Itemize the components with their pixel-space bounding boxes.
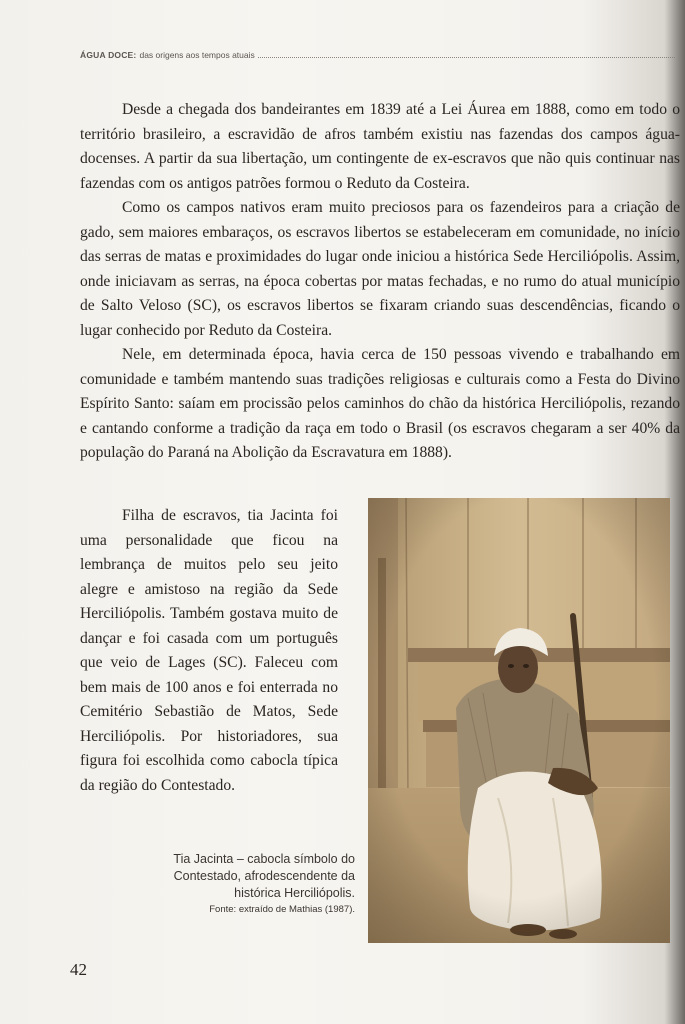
paragraph-4: Filha de escravos, tia Jacinta foi uma personalidade que ficou na lembrança de muitos pelo seu jeito alegre e amistoso na região da Sede Herciliópolis. Também gostava muito de dançar e foi casada com um português que veio de Lages (SC). Faleceu com bem mais de 100 anos e foi enterrada no Cemitério Sebastião de Matos, Sede Herciliópolis. Por historiadores, sua figura foi escolhida como cabocla típica da região do Contestado.: [80, 507, 338, 794]
page-number: 42: [70, 960, 87, 979]
caption-line-1: Tia Jacinta – cabocla símbolo do: [173, 852, 355, 866]
paragraph-3: Nele, em determinada época, havia cerca de 150 pessoas vivendo e trabalhando em comunidade e também mantendo suas tradições religiosas e culturais como a Festa do Divino Espírito Santo: saíam em procissão pelos caminhos do chão da histórica Herciliópolis, rezando e cantando conforme a tradição da raça em todo o Brasil (os escravos chegaram a ser 40% da população do Paraná na Abolição da Escravatura em 1888).: [80, 346, 680, 461]
header-dotted-rule: [258, 51, 675, 58]
caption-line-2: Contestado, afrodescendente da: [173, 869, 355, 883]
main-text: [80, 98, 680, 466]
header-title-bold: ÁGUA DOCE:: [80, 50, 137, 60]
side-text: [80, 504, 338, 798]
caption-source: Fonte: extraído de Mathias (1987).: [209, 904, 355, 915]
paragraph-1: Desde a chegada dos bandeirantes em 1839 até a Lei Áurea em 1888, como em todo o território brasileiro, a escravidão de afros também existiu nas fazendas dos campos água-docenses. A partir da sua libertação, um contingente de ex-escravos que não quis continuar nas fazendas com os antigos patrões formou o Reduto da Costeira.: [80, 101, 680, 192]
paragraph-2: Como os campos nativos eram muito preciosos para os fazendeiros para a criação de gado, sem maiores embaraços, os escravos libertos se estabeleceram em comunidade, no início das serras de matas e proximidades do lugar onde iniciou a histórica Sede Herciliópolis. Assim, onde iniciavam as serras, na época cobertas por matas fechadas, e no rumo do atual município de Salto Veloso (SC), os escravos libertos se fixaram criando suas descendências, ficando o lugar conhecido por Reduto da Costeira.: [80, 199, 680, 339]
header-title-rest: das origens aos tempos atuais: [139, 50, 255, 60]
photo-caption: [90, 851, 355, 917]
running-header: [80, 50, 675, 66]
photo-tia-jacinta: [368, 498, 670, 943]
caption-line-3: histórica Herciliópolis.: [234, 886, 355, 900]
